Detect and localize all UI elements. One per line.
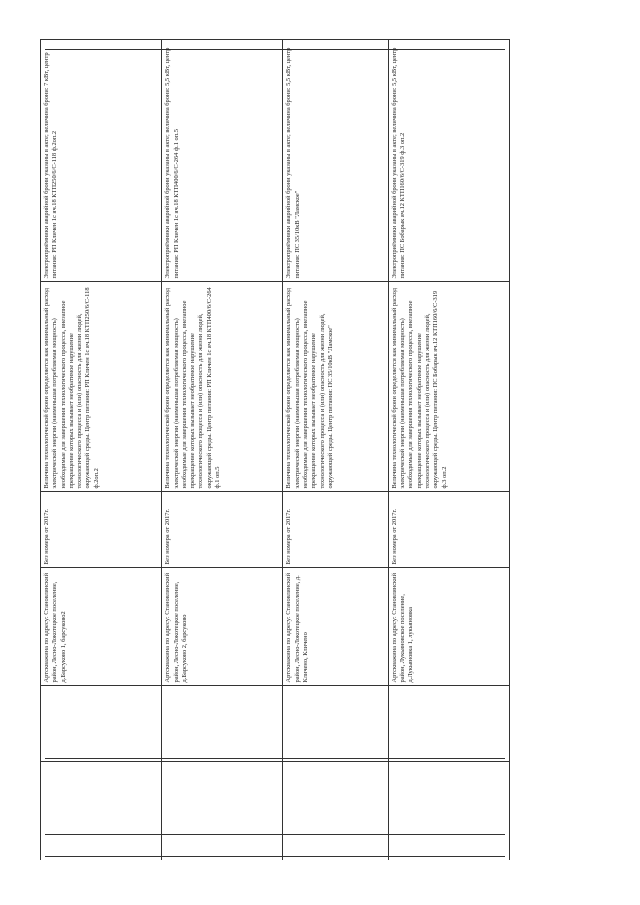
address-cell: Артскважина по адресу: Становлянский район, Лесно-Локотецкое поселение, д.Барсуково 1, барсуково2	[41, 568, 162, 686]
address-cell: Артскважина по адресу: Становлянский район, Лукьяновское поселение, д.Лукьяновка 1, лукьяновка	[388, 568, 509, 686]
table-row	[388, 40, 509, 860]
justification-cell: Величина технологической брони определяется как минимальный расход электрической энергии (наименьшая потребляемая мощность) необходимые для завершения технологического процесса, внезапное прекращение которых вызывает необратимое нарушение технологического процесса и (или) опасность для жизни людей, окружающей среды. Центр питания: ПС Бобарык яч.12 КТП160/6/С-319 ф.3 оп.2	[388, 282, 509, 492]
table-row	[41, 40, 162, 860]
document-number-cell: Без номера от 2017г.	[388, 492, 509, 568]
empty-cell	[388, 686, 509, 762]
table-row	[162, 40, 283, 860]
justification-cell: Величина технологической брони определяется как минимальный расход электрической энергии (наименьшая потребляемая мощность) необходимые для завершения технологического процесса, внезапное прекращение которых вызывает необратимое нарушение технологического процесса и (или) опасность для жизни людей, окружающей среды. Центр питания: РП Кличен 1с яч.18 КТП400/6/С-264 ф.1 оп.5	[162, 282, 283, 492]
emergency-reserve-cell: Электроприёмники аварийной брони указаны в акте; величина брони: 5,5 кВт, центр питания: ПС Бобарык яч.12 КТП160/6/С-319 ф.3 оп.2	[388, 40, 509, 282]
emergency-reserve-cell: Электроприёмники аварийной брони указаны в акте; величина брони: 5,5 кВт, центр питания: ПС 35/10кВ "Ламское"	[283, 40, 388, 282]
table-row	[283, 40, 388, 860]
empty-cell	[283, 686, 388, 762]
empty-cell	[388, 762, 509, 860]
emergency-reserve-cell: Электроприёмники аварийной брони указаны в акте; величина брони: 5,5 кВт, центр питания: РП Кличен 1с яч.18 КТП400/6/С-264 ф.1 оп.5	[162, 40, 283, 282]
document-number-cell: Без номера от 2017г.	[162, 492, 283, 568]
document-number-cell: Без номера от 2017г.	[41, 492, 162, 568]
empty-cell	[283, 762, 388, 860]
justification-cell: Величина технологической брони определяется как минимальный расход электрической энергии (наименьшая потребляемая мощность) необходимые для завершения технологического процесса, внезапное прекращение которых вызывает необратимое нарушение технологического процесса и (или) опасность для жизни людей, окружающей среды. Центр питания: РП Кличен 1с яч.18 КТП250/6/С-118 ф.2оп.2	[41, 282, 162, 492]
empty-cell	[41, 686, 162, 762]
document-number-cell: Без номера от 2017г.	[283, 492, 388, 568]
empty-cell	[41, 762, 162, 860]
empty-cell	[162, 762, 283, 860]
address-cell: Артскважина по адресу: Становлянский район, Лесно-Локотецкое поселение, д. Кличено, Кличено	[283, 568, 388, 686]
empty-cell	[162, 686, 283, 762]
address-cell: Артскважина по адресу: Становлянский район, Лесно-Локотецкое поселение, д.Барсуково 2, барсуково	[162, 568, 283, 686]
justification-cell: Величина технологической брони определяется как минимальный расход электрической энергии (наименьшая потребляемая мощность) необходимые для завершения технологического процесса, внезапное прекращение которых вызывает необратимое нарушение технологического процесса и (или) опасность для жизни людей, окружающей среды. Центр питания: ПС 35/10кВ "Ламское"	[283, 282, 388, 492]
backup-power-table	[40, 40, 510, 861]
emergency-reserve-cell: Электроприёмники аварийной брони указаны в акте; величина брони: 7 кВт, центр питания: РП Кличен 1с яч.18 КТП250/6/С-118 ф.2оп.2	[41, 40, 162, 282]
rotated-table-wrapper	[40, 40, 510, 860]
